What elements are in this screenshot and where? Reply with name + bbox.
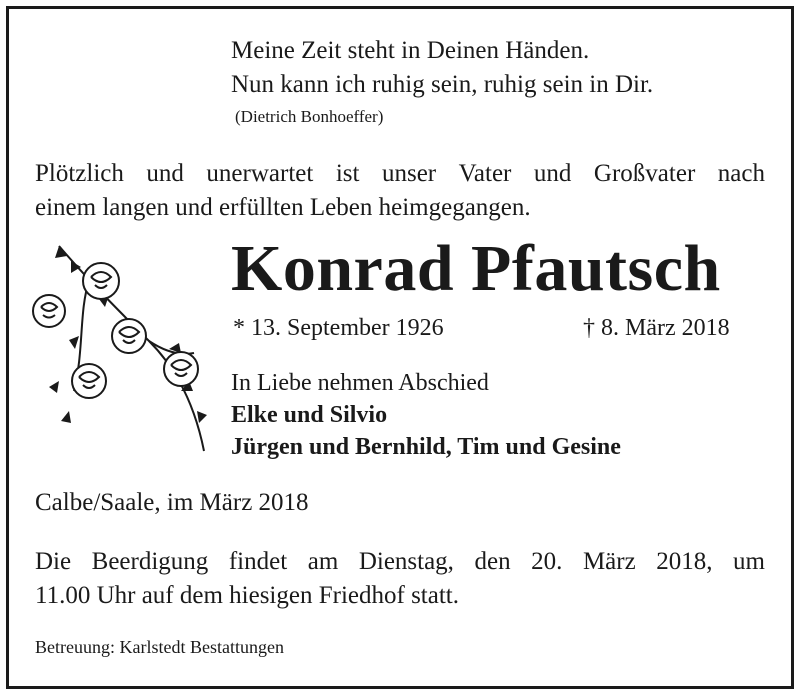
intro-word: Großvater xyxy=(593,160,696,187)
intro-word: unser xyxy=(381,160,437,187)
quote-attribution: (Dietrich Bonhoeffer) xyxy=(235,107,384,126)
intro-word: und xyxy=(533,160,572,187)
death-date: † 8. März 2018 xyxy=(583,315,730,341)
funeral-word: Dienstag, xyxy=(358,548,454,575)
intro-word: Vater xyxy=(458,160,512,187)
funeral-word: den xyxy=(474,548,511,575)
quote-line-2: Nun kann ich ruhig sein, ruhig sein in Dir. xyxy=(231,71,654,98)
funeral-word: um xyxy=(733,548,765,575)
funeral-line-1 xyxy=(35,545,765,578)
mourners-line-2: Jürgen und Bernhild, Tim und Gesine xyxy=(231,434,621,460)
funeral-word: 2018, xyxy=(656,548,713,575)
mourners-line-1: Elke und Silvio xyxy=(231,402,388,428)
rose-branch-icon xyxy=(29,241,229,456)
intro-word: Plötzlich xyxy=(35,160,124,187)
farewell-intro: In Liebe nehmen Abschied xyxy=(231,370,489,396)
deceased-name: Konrad Pfautsch xyxy=(231,232,721,305)
birth-date: * 13. September 1926 xyxy=(233,315,444,341)
funeral-word: findet xyxy=(228,548,288,575)
funeral-word: Beerdigung xyxy=(91,548,209,575)
quote-line-1: Meine Zeit steht in Deinen Händen. xyxy=(231,37,590,64)
intro-word: unerwartet xyxy=(206,160,314,187)
funeral-word: am xyxy=(307,548,339,575)
funeral-line-2: 11.00 Uhr auf dem hiesigen Friedhof statt. xyxy=(35,582,459,609)
intro-word: nach xyxy=(717,160,765,187)
intro-word: ist xyxy=(335,160,360,187)
place-date: Calbe/Saale, im März 2018 xyxy=(35,489,309,516)
intro-line-1 xyxy=(35,157,765,190)
funeral-word: 20. xyxy=(531,548,563,575)
obituary-notice xyxy=(6,6,794,689)
intro-word: und xyxy=(146,160,184,187)
intro-line-2: einem langen und erfüllten Leben heimgegangen. xyxy=(35,194,531,221)
funeral-word: März xyxy=(582,548,636,575)
funeral-word: Die xyxy=(35,548,72,575)
funeral-home-credit: Betreuung: Karlstedt Bestattungen xyxy=(35,637,284,657)
